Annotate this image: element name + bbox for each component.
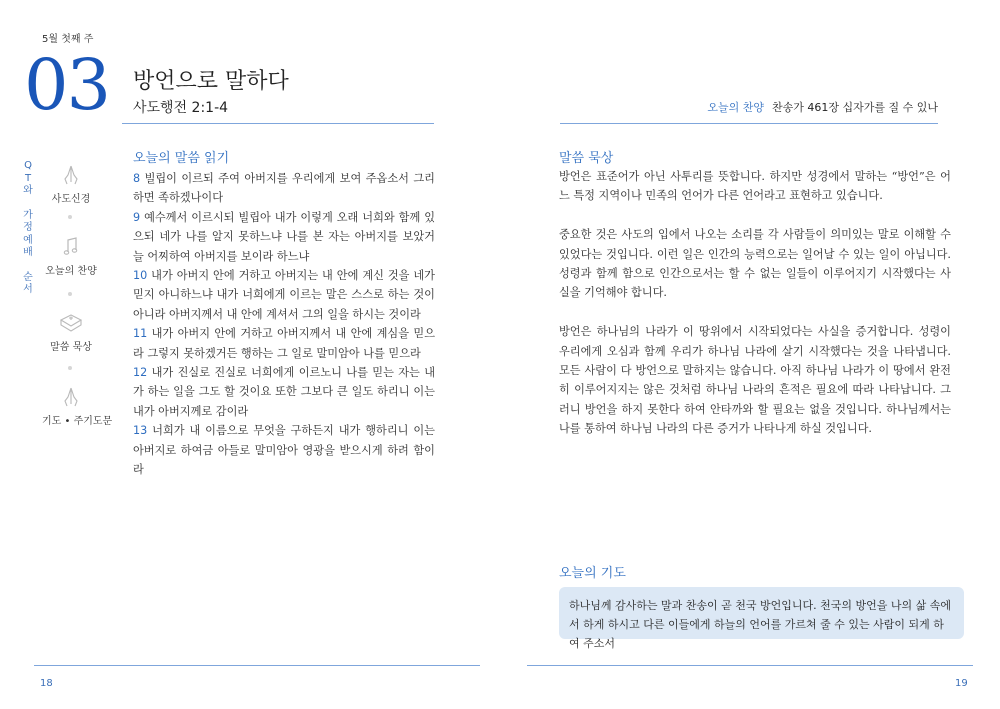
music-note-icon	[60, 236, 82, 258]
page-title: 방언으로 말하다	[133, 69, 289, 94]
meditation-heading: 말씀 묵상	[559, 151, 614, 166]
page-number-right: 19	[955, 678, 968, 689]
hymn-label: 오늘의 찬양	[707, 101, 764, 114]
verse-number: 9	[133, 210, 141, 224]
verse-text: 내가 진실로 진실로 너희에게 이르노니 나를 믿는 자는 내가 하는 일을 그도 할 것이요 또한 그보다 큰 일도 하리니 이는 내가 아버지께로 감이라	[133, 366, 435, 418]
prayer-box	[559, 587, 964, 650]
sidebar-item-label: 기도 • 주기도문	[42, 416, 113, 427]
vertical-char: T	[24, 172, 32, 184]
verse-text: 너희가 내 이름으로 무엇을 구하든지 내가 행하리니 이는 아버지로 하여금 아들로 말미암아 영광을 받으시게 하려 함이라	[133, 424, 435, 477]
verse-text: 예수께서 이르시되 빌립아 내가 이렇게 오래 너희와 함께 있으되 네가 나를 알지 못하느냐 나를 본 자는 아버지를 보았거늘 어찌하여 아버지를 보이라 하느냐	[133, 210, 435, 263]
lesson-number: 03	[24, 44, 110, 126]
separator-dot	[68, 366, 72, 370]
sidebar-item-hymn	[42, 236, 100, 277]
meditation-paragraph: 중요한 것은 사도의 입에서 나오는 소리를 각 사람들이 의미있는 말로 이해할 수 있었다는 것입니다. 이런 일은 인간의 능력으로는 일어날 수 있는 일이 아닙니다. 성령과 함께 함으로 인간으로서는 할 수 없는 일들이 이루어지기 시작했다는 사실을 기억해야 합니다.	[559, 228, 951, 300]
vertical-char: 배	[23, 247, 33, 258]
scripture-reading	[133, 169, 435, 480]
header-divider-left	[122, 123, 434, 124]
meditation-paragraph: 방언은 하나님의 나라가 이 땅위에서 시작되었다는 사실을 증거합니다. 성령이 우리에게 오심과 함께 우리가 하나님 나라에 살기 시작했다는 것을 나타냅니다. 모든 사람이 다 방언으로 말하지는 않습니다. 아직 하나님 나라가 이 땅에서 완전히 이루어지지는 않은 것처럼 하나님 나라의 흔적은 필요에 따라 나타납니다. 그러니 방언을 하지 못한다 하여 안타까와 할 필요는 없을 것입니다. 하나님께서는 나를 통하여 하나님 나라의 다른 증거가 나타나게 하실 것입니다.	[559, 325, 951, 436]
verse-number: 13	[133, 424, 148, 438]
verse-number: 8	[133, 172, 141, 185]
separator-dot	[68, 292, 72, 296]
header-divider-right	[560, 123, 938, 124]
vertical-char: 가	[23, 209, 33, 221]
sidebar-item-prayer	[42, 386, 113, 427]
vertical-char: 와	[23, 185, 33, 196]
vertical-section-label	[20, 160, 36, 297]
hymn-value: 찬송가 461장 십자가를 질 수 있나	[772, 101, 938, 114]
sidebar-item-meditation	[42, 312, 100, 353]
prayer-text: 하나님께 감사하는 말과 찬송이 곧 천국 방언입니다. 천국의 방언을 나의 삶 속에서 하게 하시고 다른 이들에게 하늘의 언어를 가르쳐 줄 수 있는 사람이 되게 하여 주소서	[569, 599, 951, 650]
sidebar-item-creed	[42, 164, 100, 205]
vertical-char: 예	[23, 234, 33, 246]
praying-hands-icon	[60, 386, 82, 408]
vertical-char: 순	[23, 271, 33, 283]
page-number-left: 18	[40, 678, 53, 689]
verse-number: 11	[133, 327, 148, 341]
verse-number: 12	[133, 366, 148, 380]
footer-divider-left	[34, 665, 480, 666]
vertical-char: 정	[23, 222, 33, 233]
verse-text: 내가 아버지 안에 거하고 아버지는 내 안에 계신 것을 네가 믿지 아니하느냐 내가 너희에게 이르는 말은 스스로 하는 것이 아니라 아버지께서 내 안에 계셔서 그의 일을 하시는 것이라	[133, 269, 435, 321]
vertical-char: Q	[24, 160, 32, 171]
verse-text: 빌립이 이르되 주여 아버지를 우리에게 보여 주옵소서 그리하면 족하겠나이다	[133, 172, 435, 205]
todays-hymn	[707, 99, 938, 115]
scripture-reference: 사도행전 2:1-4	[133, 100, 229, 116]
sidebar-item-label: 오늘의 찬양	[45, 266, 97, 277]
verse-number: 10	[133, 269, 148, 283]
footer-divider-right	[527, 665, 973, 666]
bible-book-icon	[58, 312, 84, 334]
meditation-body	[559, 167, 951, 458]
prayer-heading: 오늘의 기도	[559, 566, 626, 581]
reading-heading: 오늘의 말씀 읽기	[133, 151, 230, 166]
meditation-paragraph: 방언은 표준어가 아닌 사투리를 뜻합니다. 하지만 성경에서 말하는 “방언”은 어느 특정 지역이나 민족의 언어가 다른 언어라고 표현하고 있습니다.	[559, 170, 951, 203]
week-label: 5월 첫째 주	[42, 34, 94, 45]
sidebar-item-label: 사도신경	[51, 194, 91, 205]
vertical-char: 서	[23, 284, 33, 295]
sidebar-item-label: 말씀 묵상	[50, 342, 92, 353]
verse-text: 내가 아버지 안에 거하고 아버지께서 내 안에 계심을 믿으라 그렇지 못하겠거든 행하는 그 일로 말미암아 나를 믿으라	[133, 327, 435, 360]
praying-hands-icon	[60, 164, 82, 186]
separator-dot	[68, 215, 72, 219]
